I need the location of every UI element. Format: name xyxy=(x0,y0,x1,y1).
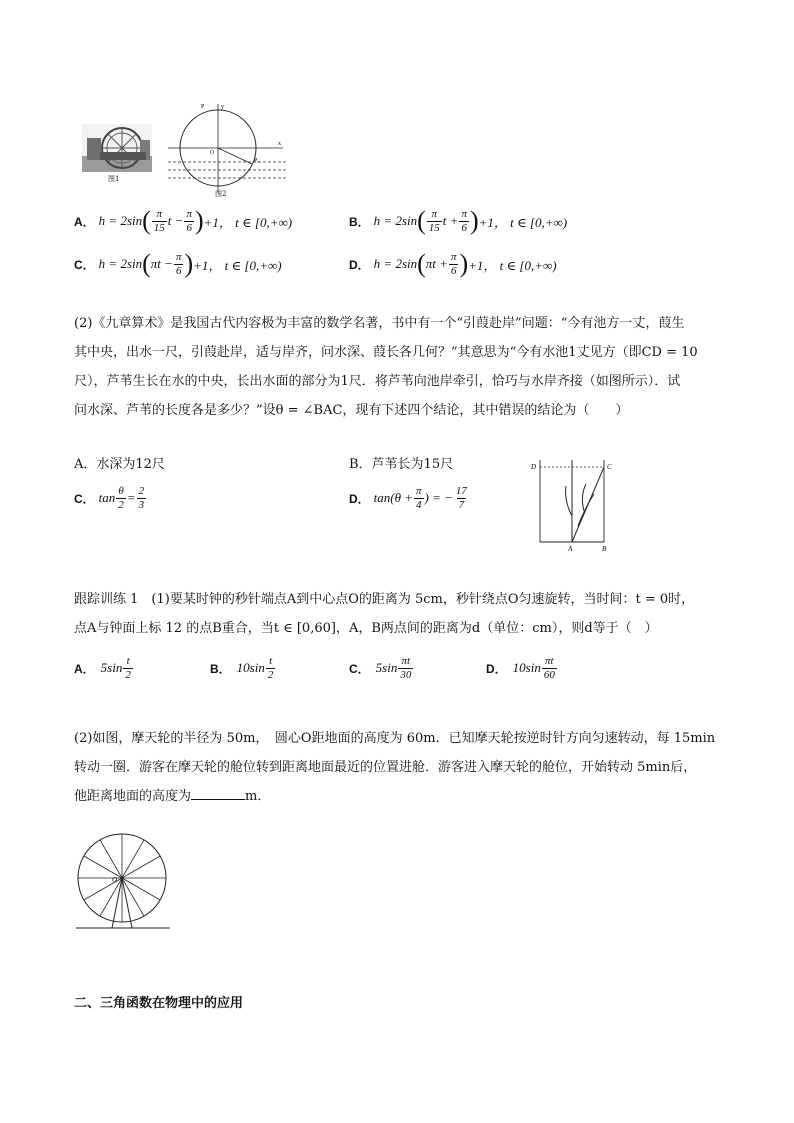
reed-label-d: D xyxy=(531,463,537,471)
ferris-spoke xyxy=(122,840,144,878)
circle-diagram xyxy=(168,100,288,196)
q2-line-1: (2)《九章算术》是我国古代内容极为丰富的数学名著，书中有一个“引葭赴岸”问题：“今有池方一丈，葭生 xyxy=(74,316,685,331)
reed-label-c: C xyxy=(607,463,612,471)
q2-line-2: 其中央，出水一尺，引葭赴岸，适与岸齐，问水深、葭长各几何？”其意思为“今有水池1丈见方（即CD = 10 xyxy=(74,345,698,360)
ferris-spoke xyxy=(122,878,160,900)
follow-line-1: 跟踪训练 1 (1)要某时钟的秒针端点A到中心点O的距离为 5cm，秒针绕点O匀速旋转，当时间：t = 0时， xyxy=(74,592,695,607)
q2-line-4: 问水深、芦苇的长度各是多少？”设θ = ∠BAC，现有下述四个结论，其中错误的结论为（ ） xyxy=(74,403,629,418)
option-b: B． h = 2sin ( $\frac{\pi}{15}$ t + $\frac{\pi}{6}$ ) +1， t ∈ [0,+∞) xyxy=(349,206,568,235)
ferris-spoke xyxy=(100,840,122,878)
reed-label-b: B xyxy=(602,545,607,552)
follow-option-c: C． 5sin $\frac{\pi t}{30}$ xyxy=(349,654,412,681)
option-d: D． h = 2sin ( πt + $\frac{\pi}{6}$ ) +1， t ∈ [0,+∞) xyxy=(349,249,557,278)
follow-line-2: 点A与钟面上标 12 的点B重合，当t ∈ [0,60]，A，B两点间的距离为d（单位：cm），则d等于（ ） xyxy=(74,621,658,636)
follow-up-1-text xyxy=(74,585,744,643)
fig2-label-o: O xyxy=(210,150,215,156)
pond-reed-diagram xyxy=(528,456,618,552)
q2-option-b: B．芦苇长为15尺 xyxy=(349,457,454,472)
section-title: 二、三角函数在物理中的应用 xyxy=(74,995,244,1010)
follow-option-b: B． 10sin $\frac{t}{2}$ xyxy=(210,654,274,681)
fig2-label-x: x xyxy=(278,141,281,147)
fig2-label-y: y xyxy=(221,104,224,110)
water-wheel-photo xyxy=(82,124,152,172)
fig1-caption: 图1 xyxy=(108,175,120,183)
ferris-spoke xyxy=(100,878,122,916)
option-a: A． h = 2sin ( $\frac{\pi}{15}$ t − $\frac{\pi}{6}$ ) +1， t ∈ [0,+∞) xyxy=(74,206,293,235)
ferris-label-o: O xyxy=(112,876,118,884)
reed-label-a: A xyxy=(568,545,573,552)
ferris-spoke xyxy=(84,856,122,878)
ferris-line-3: 他距离地面的高度为 m． xyxy=(74,782,744,811)
ferris-wheel-diagram xyxy=(74,826,170,932)
ferris-line-1: (2)如图，摩天轮的半径为 50m， 圆心O距地面的高度为 60m．已知摩天轮按逆时针方向匀速转动，每 15min xyxy=(74,731,716,746)
follow-option-d: D． 10sin $\frac{\pi t}{60}$ xyxy=(486,654,555,681)
follow-option-a: A． 5sin $\frac{t}{2}$ xyxy=(74,654,131,681)
ferris-spoke xyxy=(122,878,144,916)
fig2-caption: 图2 xyxy=(215,190,227,198)
q2-line-3: 尺），芦苇生长在水的中央，长出水面的部分为1尺．将芦苇向池岸牵引，恰巧与水岸齐接（如图所示）．试 xyxy=(74,374,681,389)
ferris-line-2: 转动一圈．游客在摩天轮的舱位转到距离地面最近的位置进舱．游客进入摩天轮的舱位，开始转动 5min后， xyxy=(74,760,697,775)
option-c: C． h = 2sin ( πt − $\frac{\pi}{6}$ ) +1， t ∈ [0,+∞) xyxy=(74,249,282,278)
answer-blank[interactable] xyxy=(191,785,245,800)
q2-option-c: C． tan $\frac{\theta}{2}$ = $\frac{2}{3}$ xyxy=(74,484,145,511)
fig2-label-p: P xyxy=(201,104,205,110)
q2-option-a: A．水深为12尺 xyxy=(74,457,165,472)
q2-option-d: D． tan(θ + $\frac{\pi}{4}$ ) = − $\frac{17}{7}$ xyxy=(349,484,467,511)
fig2-label-p0: P₀ xyxy=(254,158,260,164)
ferris-question-text xyxy=(74,724,744,811)
question-2-text xyxy=(74,309,734,425)
ferris-spoke xyxy=(122,856,160,878)
